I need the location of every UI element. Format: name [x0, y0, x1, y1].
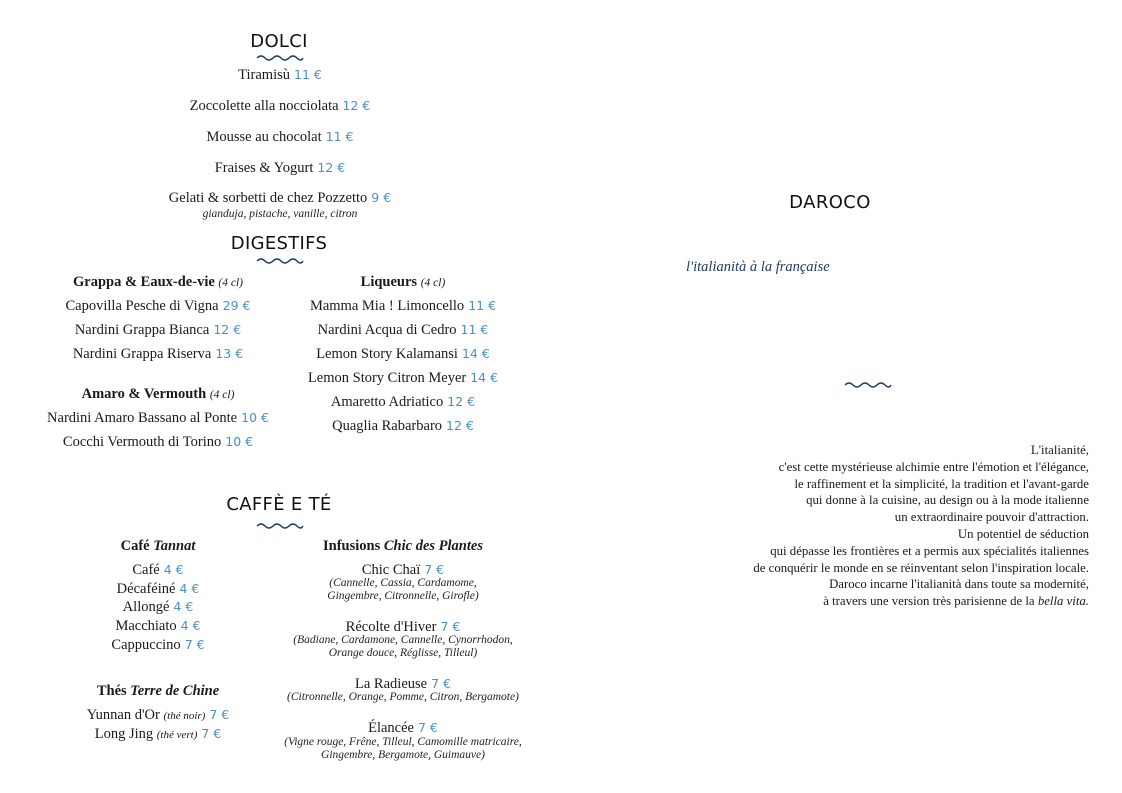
paragraph-line: qui dépasse les frontières et a permis aux spécialités italiennes: [770, 543, 1089, 558]
dolci-heading: DOLCI: [250, 31, 308, 52]
menu-item-description: Gingembre, Citronnelle, Girofle): [327, 590, 479, 602]
cafe-section-title: Café Tannat: [120, 538, 196, 554]
caffe-heading: CAFFÈ E TÉ: [226, 494, 332, 515]
menu-item: Tiramisù 11 €: [238, 67, 322, 83]
paragraph-line: un extraordinaire pouvoir d'attraction.: [894, 510, 1089, 525]
thes-section-title: Thés Terre de Chine: [96, 683, 220, 699]
menu-item-description: (Badiane, Cardamone, Cannelle, Cynorrhodon,: [293, 634, 513, 646]
menu-item: Décaféiné 4 €: [116, 581, 200, 597]
amaro-section-title: Amaro & Vermouth (4 cl): [81, 386, 235, 402]
digestifs-heading: DIGESTIFS: [230, 233, 328, 254]
paragraph-line: qui donne à la cuisine, au design ou à la mode italienne: [806, 493, 1089, 508]
paragraph-line: L'italianité,: [1030, 443, 1089, 457]
menu-item: Zoccolette alla nocciolata 12 €: [189, 98, 371, 114]
menu-item: La Radieuse 7 €: [355, 676, 451, 692]
wave-divider-icon: [256, 522, 304, 530]
paragraph-line: Un potentiel de séduction: [957, 526, 1089, 541]
menu-item-description: Orange douce, Réglisse, Tilleul): [328, 647, 478, 659]
brand-description: [640, 442, 1089, 610]
menu-item: Élancée 7 €: [368, 720, 438, 736]
paragraph-line: c'est cette mystérieuse alchimie entre l'émotion et l'élégance,: [778, 459, 1089, 474]
menu-item: Lemon Story Citron Meyer 14 €: [307, 370, 499, 386]
menu-item-description: (Vigne rouge, Frêne, Tilleul, Camomille matricaire,: [284, 736, 522, 748]
menu-item: Nardini Amaro Bassano al Ponte 10 €: [47, 410, 269, 426]
brand-title: DAROCO: [789, 192, 871, 213]
menu-item: Long Jing (thé vert) 7 €: [94, 726, 222, 742]
menu-item: Fraises & Yogurt 12 €: [214, 160, 346, 176]
menu-item: Récolte d'Hiver 7 €: [345, 619, 461, 635]
menu-item: Cappuccino 7 €: [111, 637, 205, 653]
menu-item: Lemon Story Kalamansi 14 €: [316, 346, 490, 362]
wave-divider-icon: [256, 54, 304, 62]
paragraph-line: Daroco incarne l'italianità dans toute sa modernité,: [829, 577, 1089, 592]
menu-item: Macchiato 4 €: [115, 618, 201, 634]
menu-item: Gelati & sorbetti de chez Pozzetto 9 €: [168, 190, 392, 206]
menu-item-description: gianduja, pistache, vanille, citron: [202, 208, 358, 220]
wave-divider-icon: [256, 257, 304, 265]
menu-item: Nardini Acqua di Cedro 11 €: [317, 322, 489, 338]
paragraph-line: le raffinement et la simplicité, la tradition et l'avant-garde: [794, 476, 1089, 491]
menu-item: Nardini Grappa Bianca 12 €: [74, 322, 242, 338]
menu-item: Yunnan d'Or (thé noir) 7 €: [86, 707, 230, 723]
grappa-section-title: Grappa & Eaux-de-vie (4 cl): [73, 274, 243, 290]
liqueurs-section-title: Liqueurs (4 cl): [360, 274, 446, 290]
menu-item: Mamma Mia ! Limoncello 11 €: [309, 298, 497, 314]
infusions-section-title: Infusions Chic des Plantes: [323, 538, 483, 554]
menu-item-description: (Cannelle, Cassia, Cardamome,: [329, 577, 477, 589]
menu-item: Allongé 4 €: [122, 599, 194, 615]
menu-item: Cocchi Vermouth di Torino 10 €: [62, 434, 254, 450]
menu-item: Chic Chaï 7 €: [361, 562, 445, 578]
menu-item: Capovilla Pesche di Vigna 29 €: [65, 298, 251, 314]
menu-item-description: Gingembre, Bergamote, Guimauve): [321, 749, 485, 761]
paragraph-line: de conquérir le monde en se réinventant selon l'inspiration locale.: [753, 560, 1089, 575]
menu-item: Amaretto Adriatico 12 €: [330, 394, 476, 410]
menu-item: Quaglia Rabarbaro 12 €: [332, 418, 474, 434]
paragraph-line: à travers une version très parisienne de la bella vita.: [823, 594, 1089, 609]
menu-item: Nardini Grappa Riserva 13 €: [72, 346, 244, 362]
brand-tagline: l'italianità à la française: [686, 259, 830, 275]
menu-item: Mousse au chocolat 11 €: [206, 129, 354, 145]
menu-item-description: (Citronnelle, Orange, Pomme, Citron, Bergamote): [287, 691, 519, 703]
wave-divider-icon: [844, 381, 892, 389]
menu-item: Café 4 €: [132, 562, 184, 578]
